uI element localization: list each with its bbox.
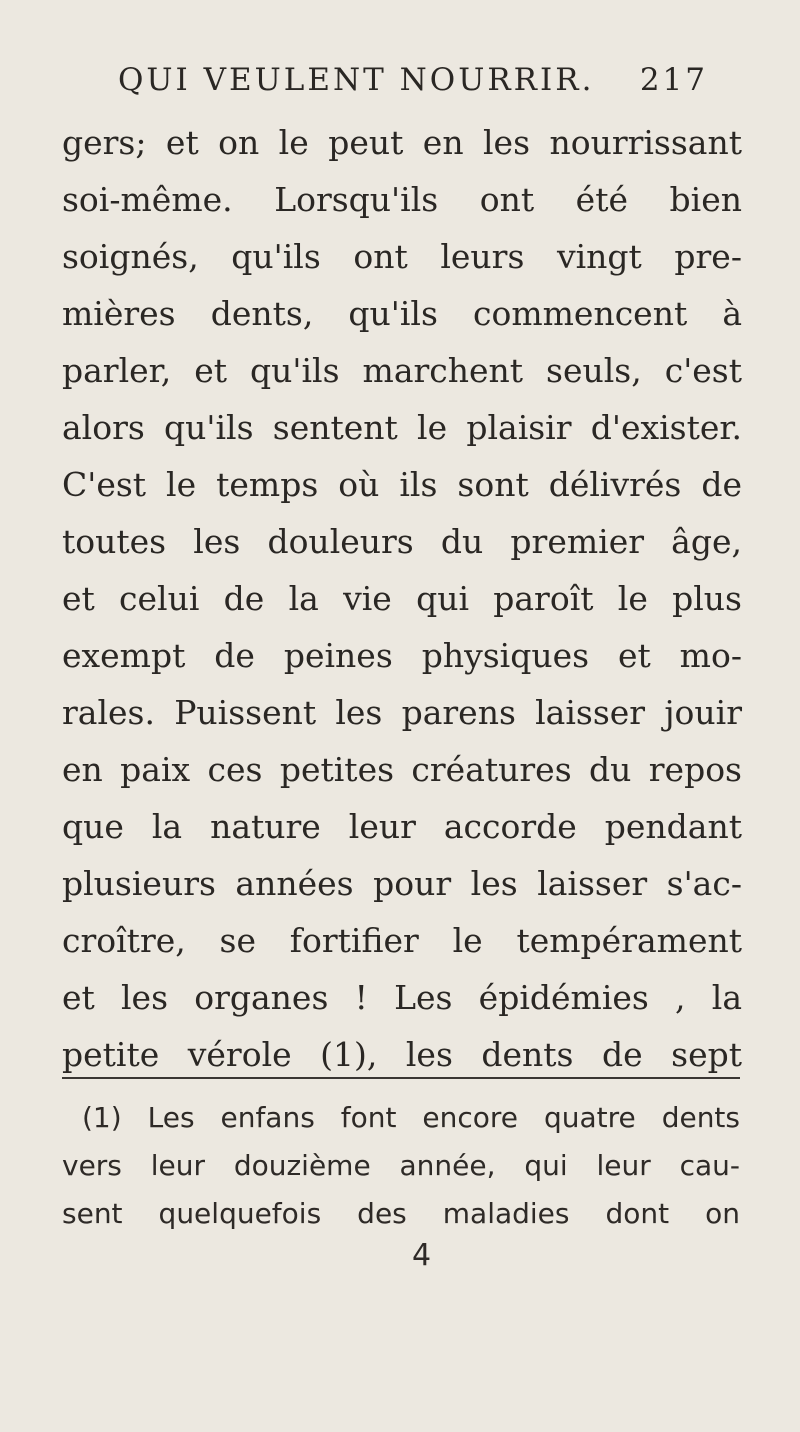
text-line: toutes les douleurs du premier âge, — [62, 522, 742, 561]
text-line: rales. Puissent les parens laisser jouir — [62, 693, 742, 732]
text-line: mières dents, qu'ils commencent à — [62, 294, 742, 333]
signature-mark: 4 — [412, 1238, 432, 1273]
text-line: et celui de la vie qui paroît le plus — [62, 579, 742, 618]
page-number: 217 — [639, 62, 708, 98]
text-line: soi-même. Lorsqu'ils ont été bien — [62, 180, 742, 219]
footnote-line: sent quelquefois des maladies dont on — [62, 1197, 740, 1230]
text-line: soignés, qu'ils ont leurs vingt pre- — [62, 237, 742, 276]
text-line: plusieurs années pour les laisser s'ac- — [62, 864, 742, 903]
text-line: alors qu'ils sentent le plaisir d'exister. — [62, 408, 742, 447]
running-head — [118, 62, 708, 98]
text-line: que la nature leur accorde pendant — [62, 807, 742, 846]
text-line: exempt de peines physiques et mo- — [62, 636, 742, 675]
footnote-line: (1) Les enfans font encore quatre dents — [82, 1101, 740, 1134]
text-line: petite vérole (1), les dents de sept — [62, 1035, 742, 1074]
footnote-line: vers leur douzième année, qui leur cau- — [62, 1149, 740, 1182]
footnote — [62, 1094, 740, 1238]
text-line: et les organes ! Les épidémies , la — [62, 978, 742, 1017]
running-head-title: QUI VEULENT NOURRIR. — [118, 62, 595, 98]
text-line: parler, et qu'ils marchent seuls, c'est — [62, 351, 742, 390]
text-line: croître, se fortifier le tempérament — [62, 921, 742, 960]
text-line: C'est le temps où ils sont délivrés de — [62, 465, 742, 504]
footnote-rule — [62, 1077, 740, 1079]
text-line: gers; et on le peut en les nourrissant — [62, 123, 742, 162]
text-line: en paix ces petites créatures du repos — [62, 750, 742, 789]
body-text — [62, 114, 742, 1083]
